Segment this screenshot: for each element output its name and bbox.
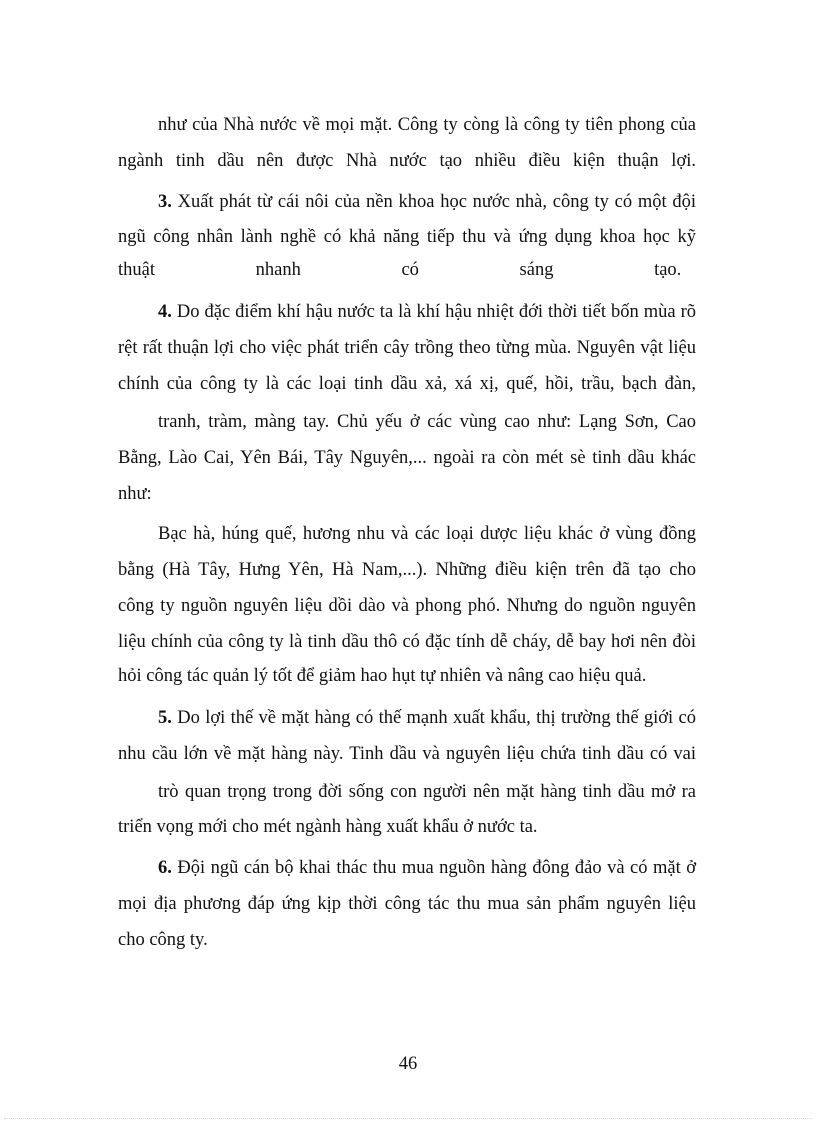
text-line: bằng (Hà Tây, Hưng Yên, Hà Nam,...). Những điều kiện trên đã tạo cho [118, 560, 696, 580]
text-line: hỏi công tác quản lý tốt để giảm hao hụt tự nhiên và nâng cao hiệu quả. [118, 666, 647, 686]
paragraph-4-first-line: 4. Do đặc điểm khí hậu nước ta là khí hậu nhiệt đới thời tiết bốn mùa rõ [158, 302, 697, 322]
text-line: triển vọng mới cho mét ngành hàng xuất khẩu ở nước ta. [118, 817, 538, 837]
item-number: 3. [158, 192, 172, 212]
paragraph-5-first-line: 5. Do lợi thế về mặt hàng có thế mạnh xuất khẩu, thị trường thế giới có [158, 708, 697, 728]
text-line: thuật nhanh có sáng tạo. [118, 260, 682, 280]
text-line: ngành tinh dầu nên được Nhà nước tạo nhiều điều kiện thuận lợi. [118, 151, 696, 171]
text-line: liệu chính của công ty là tinh dầu thô có đặc tính dễ cháy, dễ bay hơi nên đòi [118, 632, 696, 652]
text-line: công ty nguồn nguyên liệu dồi dào và phong phó. Nhưng do nguồn nguyên [118, 596, 696, 616]
text-line: trò quan trọng trong đời sống con người nên mặt hàng tinh dầu mở ra [158, 782, 696, 802]
text-line: Bạc hà, húng quế, hương nhu và các loại dược liệu khác ở vùng đồng [158, 524, 696, 544]
text-line: chính của công ty là các loại tinh dầu xả, xá xị, quế, hồi, trầu, bạch đàn, [118, 374, 696, 394]
text-line: rệt rất thuận lợi cho việc phát triển cây trồng theo từng mùa. Nguyên vật liệu [118, 338, 696, 358]
page-bottom-divider [4, 1118, 812, 1119]
item-number: 5. [158, 708, 172, 728]
text-line: mọi địa phương đáp ứng kịp thời công tác thu mua sản phẩm nguyên liệu [118, 894, 696, 914]
item-number: 6. [158, 858, 172, 878]
page-number: 46 [398, 1054, 418, 1074]
text-line: tranh, tràm, màng tay. Chủ yếu ở các vùng cao như: Lạng Sơn, Cao [158, 412, 696, 432]
text-line: nhu cầu lớn về mặt hàng này. Tinh dầu và nguyên liệu chứa tinh dầu có vai [118, 744, 696, 764]
text-line: như của Nhà nước về mọi mặt. Công ty còng là công ty tiên phong của [158, 115, 696, 135]
text-line: ngũ công nhân lành nghề có khả năng tiếp thu và ứng dụng khoa học kỹ [118, 227, 696, 247]
item-number: 4. [158, 302, 172, 322]
paragraph-3-first-line: 3. Xuất phát từ cái nôi của nền khoa học nước nhà, công ty có một đội [158, 192, 697, 212]
text-line: như: [118, 484, 152, 504]
text-line: Bằng, Lào Cai, Yên Bái, Tây Nguyên,... ngoài ra còn mét sè tinh dầu khác [118, 448, 696, 468]
paragraph-6-first-line: 6. Đội ngũ cán bộ khai thác thu mua nguồn hàng đông đảo và có mặt ở [158, 858, 696, 878]
text-line: cho công ty. [118, 930, 208, 950]
